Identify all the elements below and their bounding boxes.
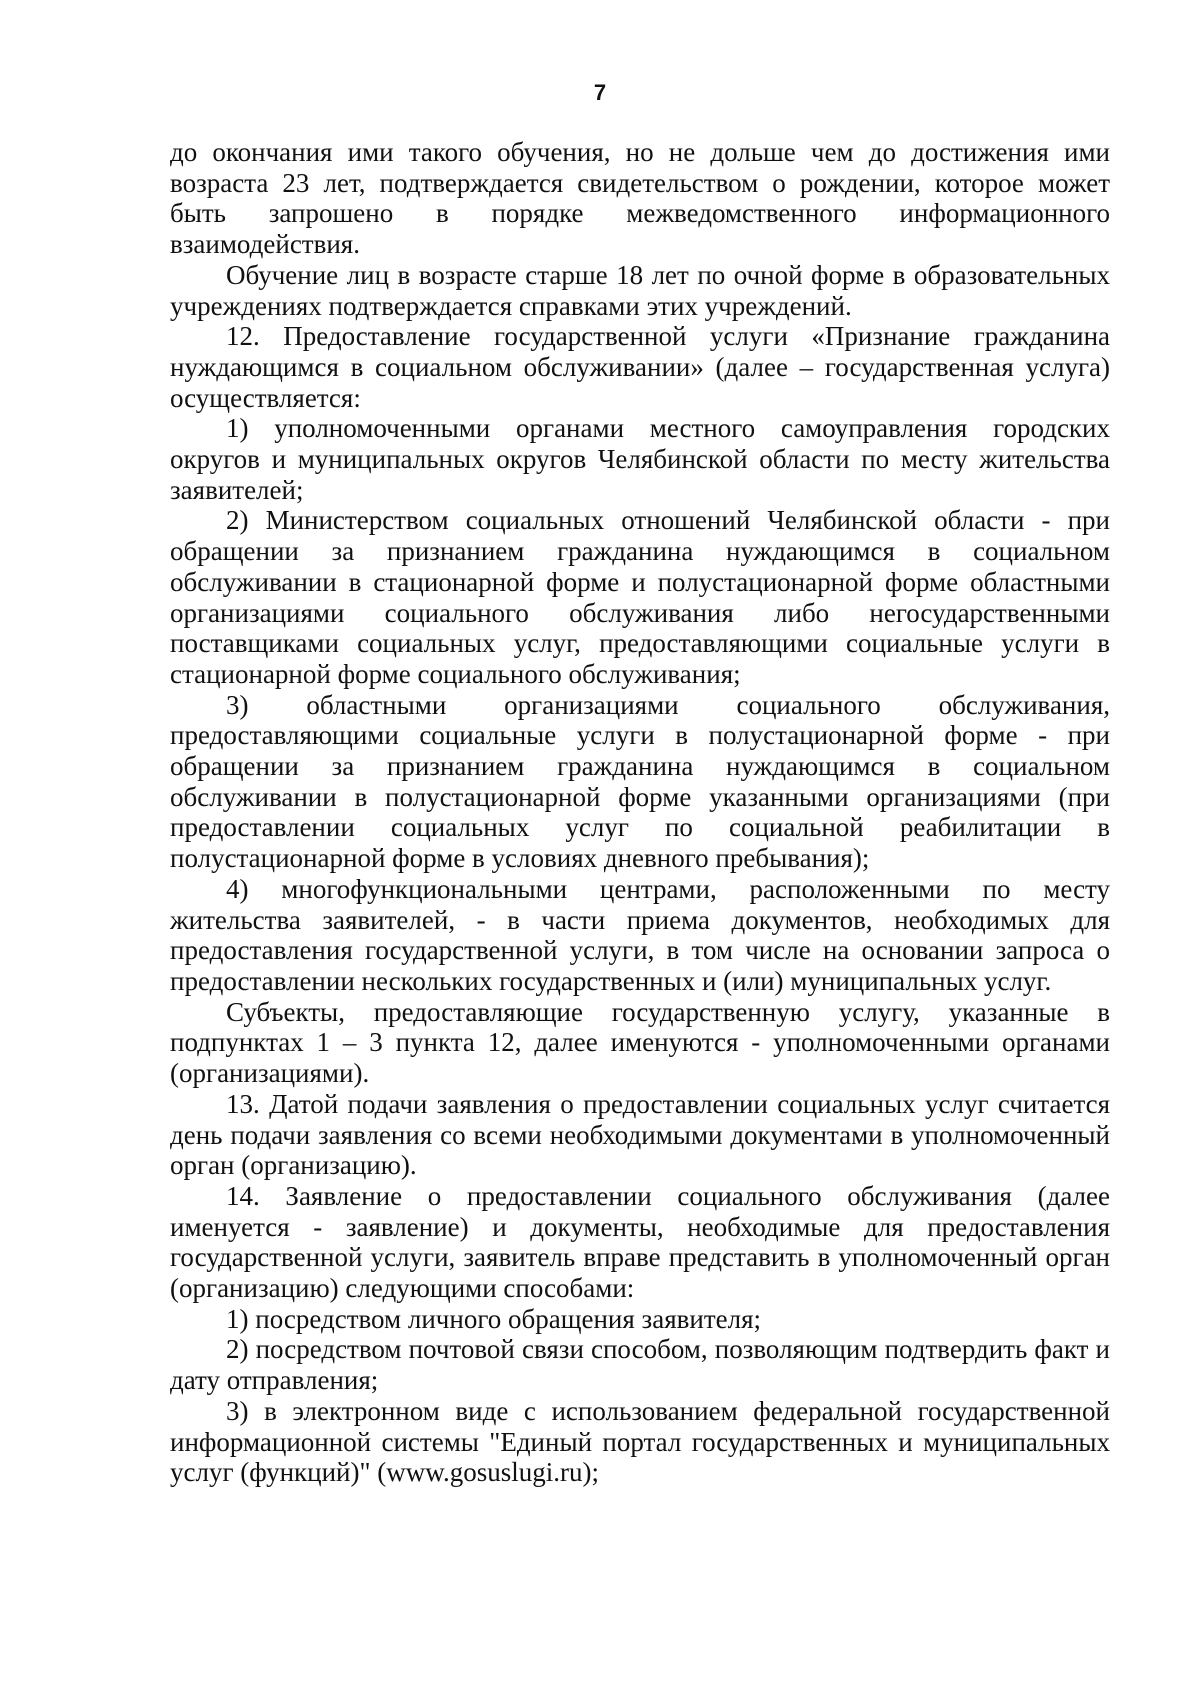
- paragraph: Обучение лиц в возрасте старше 18 лет по очной форме в образовательных учреждениях подтверждается справками этих учреждений.: [170, 259, 1110, 321]
- paragraph: 2) Министерством социальных отношений Челябинской области - при обращении за признанием гражданина нуждающимся в социальном обслуживании в стационарной форме и полустационарной форме областными организациями социального обслуживания либо негосударственными поставщиками социальных услуг, предоставляющими социальные услуги в стационарной форме социального обслуживания;: [170, 505, 1110, 689]
- document-body: [170, 137, 1110, 1488]
- paragraph: 14. Заявление о предоставлении социального обслуживания (далее именуется - заявление) и документы, необходимые для предоставления государственной услуги, заявитель вправе представить в уполномоченный орган (организацию) следующими способами:: [170, 1180, 1110, 1304]
- paragraph: 1) уполномоченными органами местного самоуправления городских округов и муниципальных округов Челябинской области по месту жительства заявителей;: [170, 413, 1110, 505]
- paragraph: 12. Предоставление государственной услуги «Признание гражданина нуждающимся в социальном обслуживании» (далее – государственная услуга) осуществляется:: [170, 321, 1110, 413]
- page-number: 7: [593, 80, 607, 105]
- paragraph: 13. Датой подачи заявления о предоставлении социальных услуг считается день подачи заявления со всеми необходимыми документами в уполномоченный орган (организацию).: [170, 1088, 1110, 1181]
- paragraph: 3) в электронном виде с использованием федеральной государственной информационной системы "Единый портал государственных и муниципальных услуг (функций)" (www.gosuslugi.ru);: [170, 1395, 1110, 1488]
- paragraph: 1) посредством личного обращения заявителя;: [226, 1303, 761, 1334]
- paragraph: 3) областными организациями социального обслуживания, предоставляющими социальные услуги в полустационарной форме - при обращении за признанием гражданина нуждающимся в социальном обслуживании в полустационарной форме указанными организациями (при предоставлении социальных услуг по социальной реабилитации в полустационарной форме в условиях дневного пребывания);: [170, 689, 1110, 874]
- paragraph: 2) посредством почтовой связи способом, позволяющим подтвердить факт и дату отправления;: [170, 1334, 1110, 1396]
- paragraph: Субъекты, предоставляющие государственную услугу, указанные в подпунктах 1 – 3 пункта 12, далее именуются - уполномоченными органами (организациями).: [170, 996, 1110, 1089]
- paragraph: 4) многофункциональными центрами, расположенными по месту жительства заявителей, - в части приема документов, необходимых для предоставления государственной услуги, в том числе на основании запроса о предоставлении нескольких государственных и (или) муниципальных услуг.: [170, 873, 1110, 996]
- paragraph: до окончания ими такого обучения, но не дольше чем до достижения ими возраста 23 лет, подтверждается свидетельством о рождении, которое может быть запрошено в порядке межведомственного информационного взаимодействия.: [170, 137, 1110, 260]
